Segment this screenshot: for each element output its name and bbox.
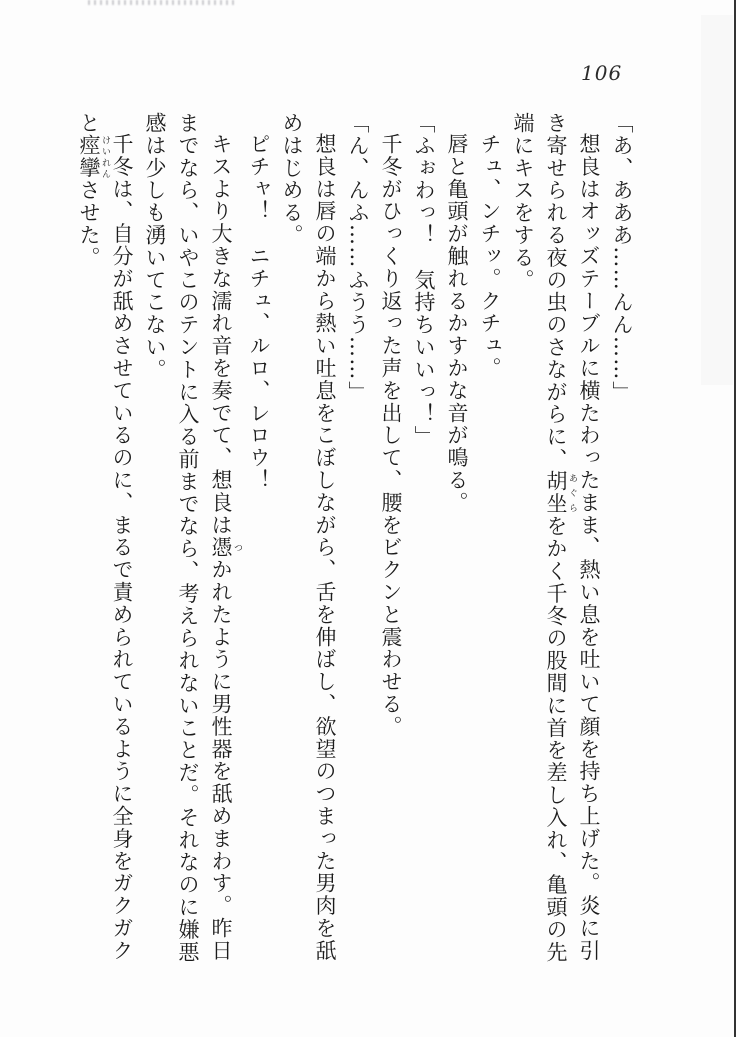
scan-artifact-top [88,0,238,5]
page-number: 106 [581,61,623,85]
scan-edge-shading [701,15,733,385]
paragraph: 「あ、あああ……んん……」 [610,112,634,404]
paragraph: 千冬は、自分が舐めさせているのに、まるで責められているように全身をガクガクと痙攣 けいれんさせた。 [77,112,134,962]
paragraph: 「ふぉわっ！ 気持ちいいっ！」 [412,112,436,448]
paragraph: 想良は唇の端から熱い吐息をこぼしながら、舌を伸ばし、欲望のつまった男肉を舐めはじめる。 [280,112,337,962]
paragraph: キスより大きな濡れ音を奏でて、想良は憑 つかれたように男性器を舐めまわす。昨日までなら、いやこのテントに入る前までなら、考えられないことだ。それなのに嫌悪感は少しも湧いてこない。 [143,112,242,964]
furigana-ruby: 胡坐 あぐら [544,470,577,516]
paragraph: ピチャ！ ニチュ、ルロ、レロウ！ [247,133,271,492]
furigana-ruby: 痙攣 けいれん [77,134,110,180]
paragraph: チュ、ンチッ。クチュ。 [478,133,502,380]
paragraph: 想良はオッズテーブルに横たわったまま、熱い息を吐いて顔を持ち上げた。炎に引き寄せられる夜の虫のさながらに、胡坐 あぐらをかく千冬の股間に首を差し入れ、亀頭の先端にキスをする。 [511,112,601,964]
paragraph: 唇と亀頭が触れるかすかな音が鳴る。 [445,133,469,514]
paragraph: 「ん、んふ……ふうう……」 [346,112,370,404]
paragraph: 千冬がひっくり返った声を出して、腰をビクンと震わせる。 [379,133,403,738]
furigana-ruby: 憑 つ [209,536,242,559]
novel-text-block [72,112,638,965]
